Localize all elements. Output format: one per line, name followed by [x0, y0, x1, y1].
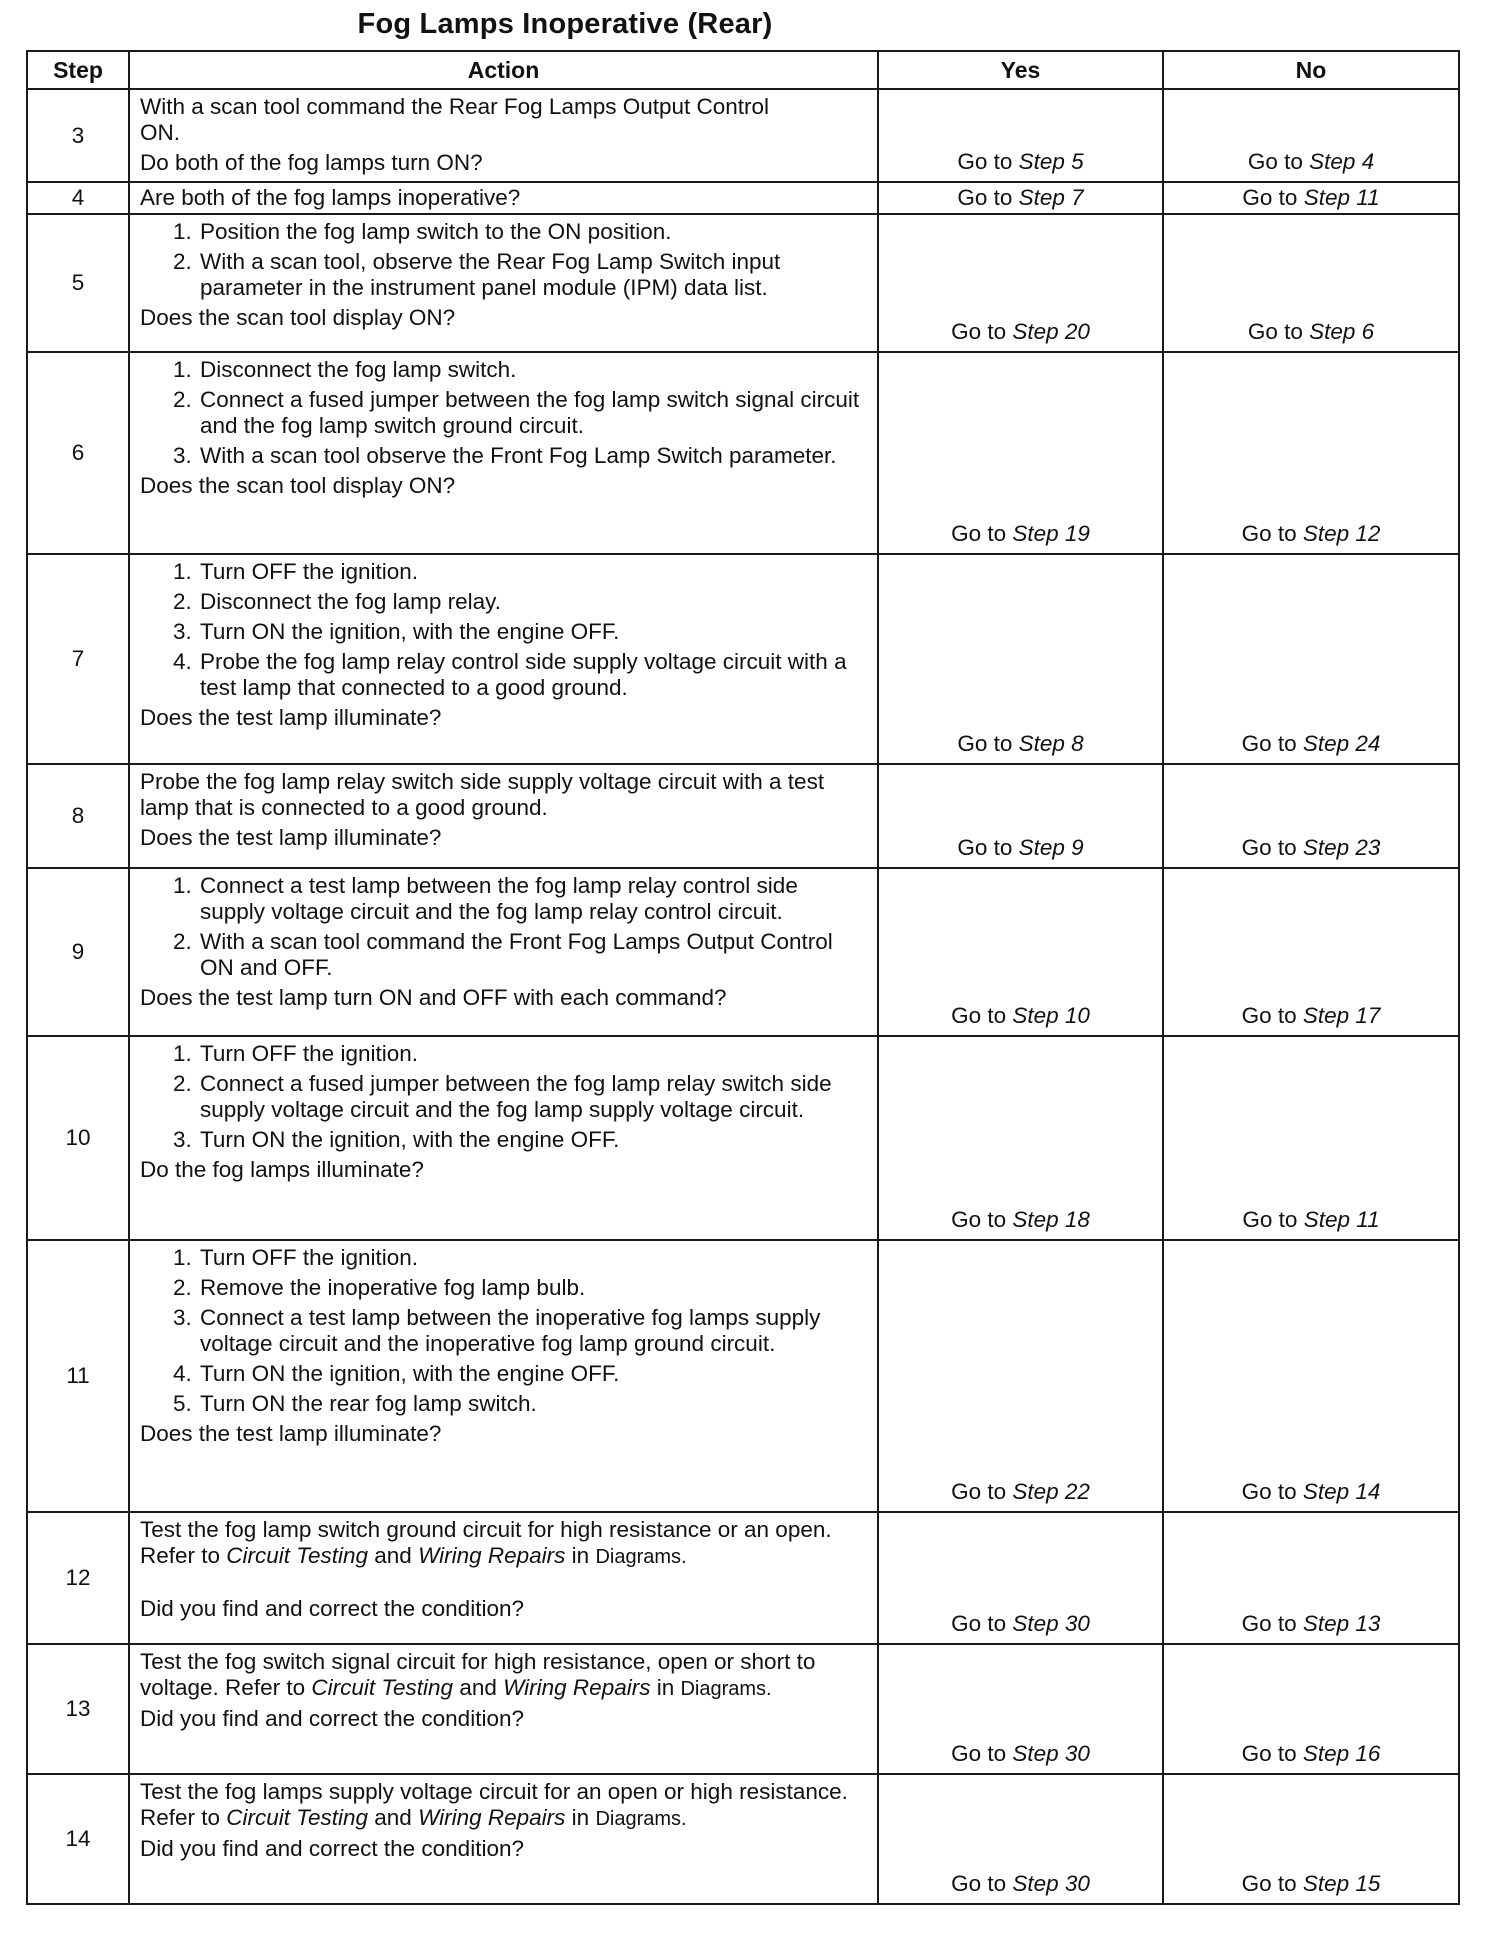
no-step-link: Step 11 — [1303, 185, 1380, 210]
action-cell — [129, 868, 878, 1036]
step-number: 9 — [27, 868, 129, 1036]
step-number: 10 — [27, 1036, 129, 1240]
action-question: Did you find and correct the condition? — [140, 1596, 524, 1621]
goto-prefix: Go to — [1241, 1741, 1303, 1766]
action-cell — [129, 764, 878, 868]
ref-in: in — [650, 1675, 681, 1700]
action-step-item: 1. Turn OFF the ignition. — [198, 1041, 867, 1067]
action-cell — [129, 1240, 878, 1512]
action-step-item: 1. Position the fog lamp switch to the ON position. — [198, 219, 867, 245]
yes-step-link: Step 30 — [1012, 1611, 1090, 1636]
goto-prefix: Go to — [957, 835, 1019, 860]
ref-and: and — [368, 1805, 419, 1830]
table-row — [27, 352, 1459, 554]
action-question: Are both of the fog lamps inoperative? — [140, 185, 521, 210]
action-step-item: 2. Connect a fused jumper between the fog lamp relay switch side supply voltage circuit and the fog lamp supply voltage circuit. — [198, 1071, 867, 1123]
action-question: Did you find and correct the condition? — [140, 1706, 524, 1731]
yes-step-link: Step 20 — [1012, 319, 1090, 344]
action-step-item: 3. With a scan tool observe the Front Fog Lamp Switch parameter. — [198, 443, 867, 469]
step-header: Step — [27, 51, 129, 89]
table-row — [27, 1240, 1459, 1512]
step-number: 12 — [27, 1512, 129, 1644]
action-cell — [129, 1512, 878, 1644]
yes-step-link: Step 5 — [1018, 149, 1084, 174]
no-cell — [1163, 1240, 1459, 1512]
goto-prefix: Go to — [951, 1741, 1013, 1766]
goto-prefix: Go to — [951, 1207, 1013, 1232]
goto-prefix: Go to — [1241, 731, 1303, 756]
action-step-item: 2. Connect a fused jumper between the fog lamp switch signal circuit and the fog lamp switch ground circuit. — [198, 387, 867, 439]
action-step-item: 5. Turn ON the rear fog lamp switch. — [198, 1391, 867, 1417]
page-title: Fog Lamps Inoperative (Rear) — [357, 8, 773, 40]
action-step-item: 3. Turn ON the ignition, with the engine OFF. — [198, 619, 867, 645]
ref-in: in — [565, 1805, 596, 1830]
goto-prefix: Go to — [951, 1871, 1013, 1896]
yes-step-link: Step 10 — [1012, 1003, 1090, 1028]
action-cell — [129, 214, 878, 352]
step-number: 13 — [27, 1644, 129, 1774]
action-cell — [129, 89, 878, 182]
header-row — [27, 51, 1459, 89]
action-step-item: 2. Disconnect the fog lamp relay. — [198, 589, 867, 615]
goto-prefix: Go to — [1241, 835, 1303, 860]
action-text — [140, 1649, 867, 1702]
yes-cell — [878, 764, 1163, 868]
action-step-item: 2. With a scan tool command the Front Fog Lamps Output Control ON and OFF. — [198, 929, 867, 981]
ref-and: and — [368, 1543, 419, 1568]
no-step-link: Step 13 — [1302, 1611, 1381, 1636]
wiring-repairs-ref: Wiring Repairs — [503, 1675, 651, 1700]
goto-prefix: Go to — [1241, 521, 1303, 546]
yes-cell — [878, 352, 1163, 554]
no-step-link: Step 15 — [1302, 1871, 1381, 1896]
step-number: 7 — [27, 554, 129, 764]
goto-prefix: Go to — [951, 319, 1013, 344]
action-steps — [140, 357, 867, 469]
action-question: Does the scan tool display ON? — [140, 473, 456, 498]
step-number: 8 — [27, 764, 129, 868]
step-number: 5 — [27, 214, 129, 352]
yes-header: Yes — [878, 51, 1163, 89]
no-step-link: Step 14 — [1302, 1479, 1381, 1504]
action-cell — [129, 554, 878, 764]
yes-cell — [878, 1644, 1163, 1774]
goto-prefix: Go to — [957, 149, 1019, 174]
ref-text: Test the fog switch signal circuit for high resistance, open or short to voltage. Refer to — [140, 1649, 816, 1700]
goto-prefix: Go to — [957, 185, 1019, 210]
table-row — [27, 554, 1459, 764]
no-step-link: Step 23 — [1302, 835, 1381, 860]
yes-cell — [878, 1240, 1163, 1512]
action-steps — [140, 219, 867, 301]
no-step-link: Step 16 — [1302, 1741, 1381, 1766]
action-cell — [129, 1036, 878, 1240]
goto-prefix: Go to — [1241, 1003, 1303, 1028]
yes-cell — [878, 214, 1163, 352]
goto-prefix: Go to — [951, 1611, 1013, 1636]
step-number: 14 — [27, 1774, 129, 1904]
no-cell — [1163, 764, 1459, 868]
yes-step-link: Step 18 — [1012, 1207, 1090, 1232]
table-row — [27, 182, 1459, 214]
circuit-testing-ref: Circuit Testing — [311, 1675, 454, 1700]
action-step-item: 3. Turn ON the ignition, with the engine OFF. — [198, 1127, 867, 1153]
goto-prefix: Go to — [1241, 1871, 1303, 1896]
action-text: With a scan tool command the Rear Fog Lamps Output Control ON. — [140, 94, 770, 145]
yes-step-link: Step 22 — [1012, 1479, 1090, 1504]
goto-prefix: Go to — [1242, 185, 1304, 210]
no-step-link: Step 4 — [1309, 149, 1375, 174]
table-row — [27, 214, 1459, 352]
circuit-testing-ref: Circuit Testing — [226, 1805, 369, 1830]
action-cell — [129, 352, 878, 554]
wiring-repairs-ref: Wiring Repairs — [418, 1543, 566, 1568]
diagnostic-table — [26, 50, 1460, 1905]
action-step-item: 4. Probe the fog lamp relay control side supply voltage circuit with a test lamp that connected to a good ground. — [198, 649, 867, 701]
no-cell — [1163, 1036, 1459, 1240]
action-question: Do both of the fog lamps turn ON? — [140, 150, 483, 175]
ref-in: in — [565, 1543, 596, 1568]
no-cell — [1163, 182, 1459, 214]
no-cell — [1163, 1774, 1459, 1904]
goto-prefix: Go to — [951, 521, 1013, 546]
action-question: Does the scan tool display ON? — [140, 305, 456, 330]
table-row — [27, 868, 1459, 1036]
yes-cell — [878, 1512, 1163, 1644]
table-row — [27, 1774, 1459, 1904]
no-cell — [1163, 1644, 1459, 1774]
action-question: Does the test lamp illuminate? — [140, 705, 442, 730]
action-question: Does the test lamp turn ON and OFF with each command? — [140, 985, 727, 1010]
yes-step-link: Step 19 — [1012, 521, 1090, 546]
yes-step-link: Step 8 — [1018, 731, 1084, 756]
ref-text: Test the fog lamp switch ground circuit for high resistance or an open. Refer to — [140, 1517, 832, 1568]
table-row — [27, 89, 1459, 182]
no-cell — [1163, 1512, 1459, 1644]
step-number: 3 — [27, 89, 129, 182]
no-step-link: Step 12 — [1302, 521, 1381, 546]
wiring-repairs-ref: Wiring Repairs — [418, 1805, 566, 1830]
action-step-item: 1. Turn OFF the ignition. — [198, 1245, 867, 1271]
yes-cell — [878, 89, 1163, 182]
ref-text: Test the fog lamps supply voltage circuit for an open or high resistance. Refer to — [140, 1779, 848, 1830]
no-cell — [1163, 554, 1459, 764]
action-text — [140, 1517, 867, 1570]
yes-step-link: Step 30 — [1012, 1741, 1090, 1766]
table-row — [27, 764, 1459, 868]
yes-step-link: Step 7 — [1018, 185, 1084, 210]
no-cell — [1163, 352, 1459, 554]
no-step-link: Step 11 — [1303, 1207, 1380, 1232]
action-question: Does the test lamp illuminate? — [140, 825, 442, 850]
no-step-link: Step 17 — [1302, 1003, 1381, 1028]
goto-prefix: Go to — [1241, 1611, 1303, 1636]
diagrams-ref: Diagrams. — [595, 1808, 687, 1830]
action-steps — [140, 1041, 867, 1153]
action-steps — [140, 559, 867, 701]
action-cell — [129, 1644, 878, 1774]
goto-prefix: Go to — [1242, 1207, 1304, 1232]
action-step-item: 1. Turn OFF the ignition. — [198, 559, 867, 585]
yes-step-link: Step 30 — [1012, 1871, 1090, 1896]
step-number: 11 — [27, 1240, 129, 1512]
no-step-link: Step 24 — [1302, 731, 1381, 756]
action-cell — [129, 1774, 878, 1904]
goto-prefix: Go to — [951, 1479, 1013, 1504]
action-question: Did you find and correct the condition? — [140, 1836, 524, 1861]
action-step-item: 4. Turn ON the ignition, with the engine OFF. — [198, 1361, 867, 1387]
diagrams-ref: Diagrams. — [595, 1546, 687, 1568]
no-step-link: Step 6 — [1309, 319, 1375, 344]
table-row — [27, 1644, 1459, 1774]
yes-cell — [878, 1036, 1163, 1240]
action-text: Probe the fog lamp relay switch side supply voltage circuit with a test lamp that is connected to a good ground. — [140, 769, 825, 820]
action-header: Action — [129, 51, 878, 89]
no-cell — [1163, 214, 1459, 352]
action-steps — [140, 873, 867, 981]
action-text — [140, 1779, 867, 1832]
action-step-item: 2. Remove the inoperative fog lamp bulb. — [198, 1275, 867, 1301]
circuit-testing-ref: Circuit Testing — [226, 1543, 369, 1568]
table-row — [27, 1036, 1459, 1240]
action-cell — [129, 182, 878, 214]
action-step-item: 1. Disconnect the fog lamp switch. — [198, 357, 867, 383]
goto-prefix: Go to — [1247, 319, 1310, 344]
no-header: No — [1163, 51, 1459, 89]
no-cell — [1163, 868, 1459, 1036]
yes-cell — [878, 554, 1163, 764]
goto-prefix: Go to — [1247, 149, 1310, 174]
goto-prefix: Go to — [957, 731, 1019, 756]
diagrams-ref: Diagrams. — [680, 1678, 772, 1700]
step-number: 4 — [27, 182, 129, 214]
goto-prefix: Go to — [1241, 1479, 1303, 1504]
yes-cell — [878, 1774, 1163, 1904]
action-step-item: 2. With a scan tool, observe the Rear Fog Lamp Switch input parameter in the instrument panel module (IPM) data list. — [198, 249, 867, 301]
yes-cell — [878, 868, 1163, 1036]
yes-cell — [878, 182, 1163, 214]
action-step-item: 1. Connect a test lamp between the fog lamp relay control side supply voltage circuit and the fog lamp relay control circuit. — [198, 873, 867, 925]
goto-prefix: Go to — [951, 1003, 1013, 1028]
table-row — [27, 1512, 1459, 1644]
ref-and: and — [453, 1675, 504, 1700]
action-step-item: 3. Connect a test lamp between the inoperative fog lamps supply voltage circuit and the inoperative fog lamp ground circuit. — [198, 1305, 867, 1357]
action-question: Do the fog lamps illuminate? — [140, 1157, 424, 1182]
yes-step-link: Step 9 — [1018, 835, 1084, 860]
no-cell — [1163, 89, 1459, 182]
action-steps — [140, 1245, 867, 1417]
action-question: Does the test lamp illuminate? — [140, 1421, 442, 1446]
step-number: 6 — [27, 352, 129, 554]
